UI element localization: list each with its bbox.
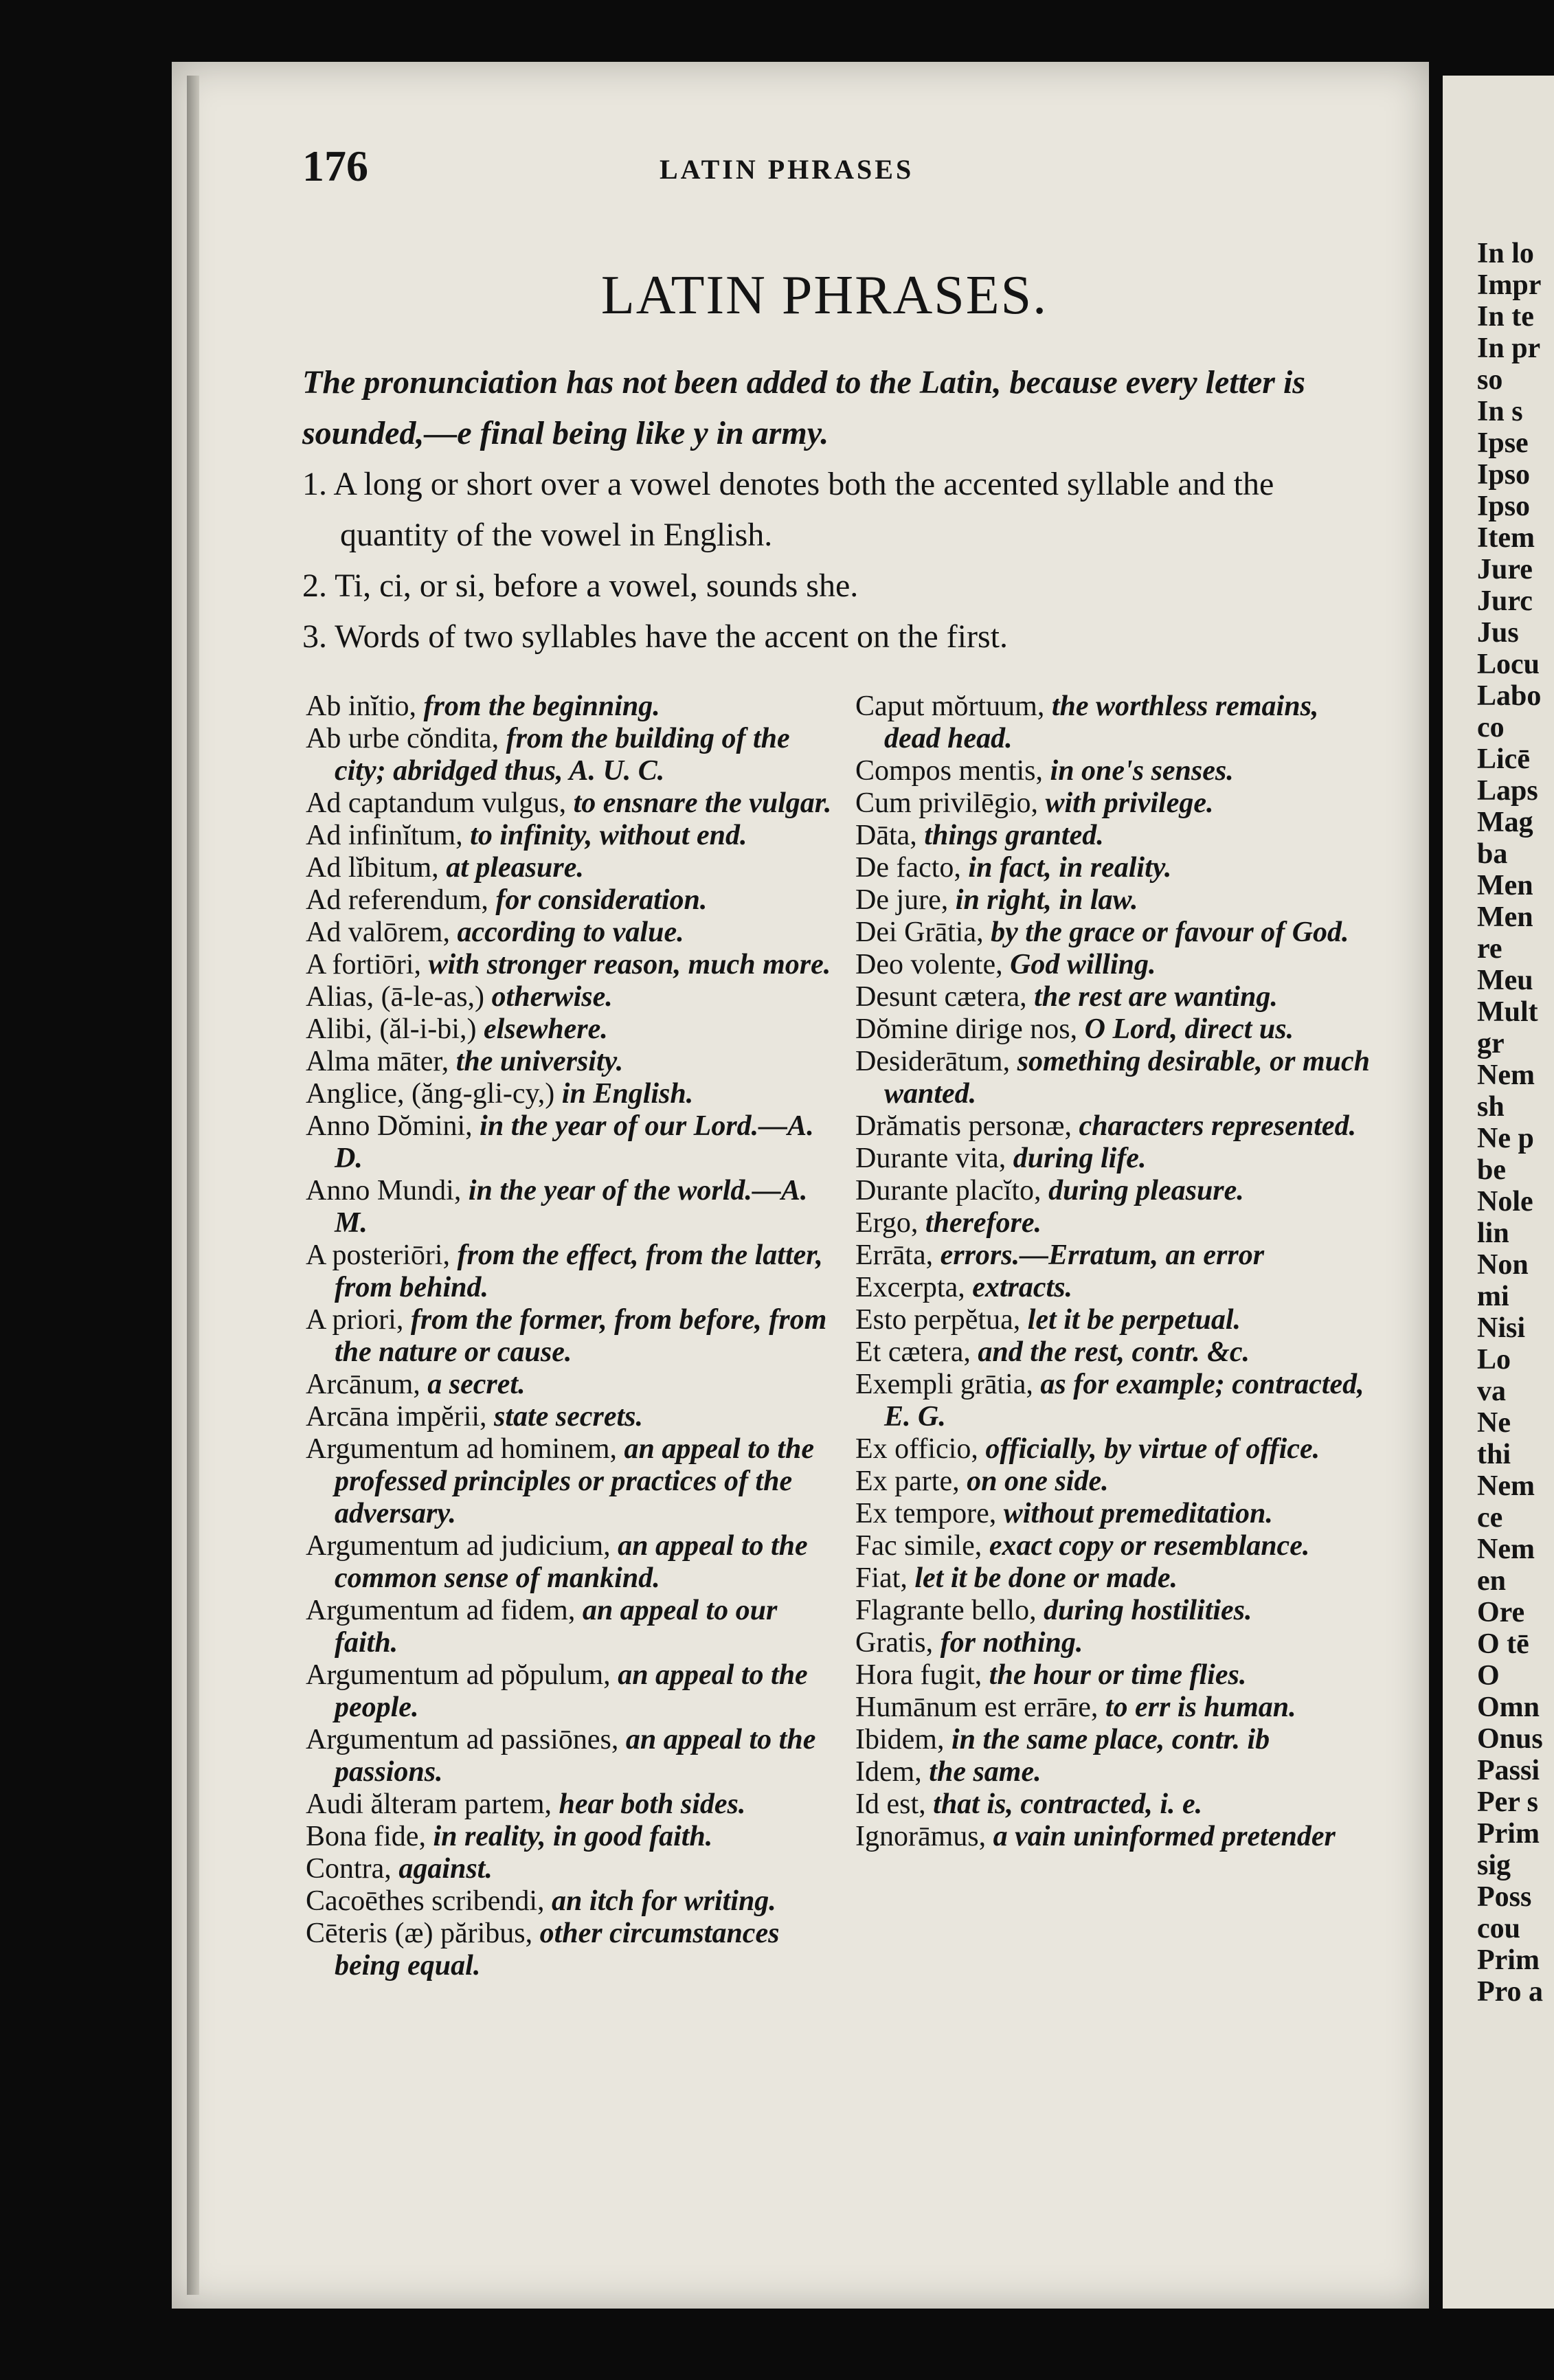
phrase-entry [306, 1595, 838, 1659]
phrase-definition: let it be done or made. [907, 1562, 1178, 1594]
phrase-term: Arcāna impĕrii, [306, 1401, 487, 1433]
phrase-definition: exact copy or resemblance. [982, 1530, 1310, 1562]
phrase-entry [855, 1110, 1377, 1143]
facing-page-fragment: Item [1477, 522, 1535, 554]
phrase-definition: from the beginning. [416, 691, 660, 722]
phrase-entry [855, 691, 1377, 755]
facing-page-fragment: Nem [1477, 1059, 1535, 1091]
rule-3: 3. Words of two syllables have the accent on the first. [302, 618, 1008, 655]
facing-page-fragment: Locu [1477, 649, 1540, 680]
phrase-entry [306, 884, 838, 917]
facing-page-fragment: Onus [1477, 1723, 1543, 1755]
phrase-definition: God willing. [1002, 949, 1156, 980]
facing-page-fragment: ba [1477, 838, 1508, 870]
facing-page-fragment: Non [1477, 1249, 1529, 1281]
phrase-term: Ad lĭbitum, [306, 852, 439, 884]
phrase-entry [855, 1336, 1377, 1369]
facing-page-fragment: Ne [1477, 1407, 1511, 1439]
phrase-term: Desunt cætera, [855, 981, 1027, 1013]
phrase-entry [306, 1530, 838, 1595]
phrase-term: Ad captandum vulgus, [306, 787, 567, 819]
facing-page-fragment: mi [1477, 1281, 1509, 1312]
facing-page-fragment: Poss [1477, 1881, 1532, 1913]
phrase-entry [306, 852, 838, 884]
facing-page-fragment: Mag [1477, 807, 1533, 838]
phrase-term: Dŏmine dirige nos, [855, 1013, 1078, 1045]
phrase-definition: extracts. [965, 1272, 1073, 1303]
phrase-entry [855, 981, 1377, 1013]
facing-page-fragment: Per s [1477, 1786, 1539, 1818]
phrase-term: Humānum est errāre, [855, 1692, 1099, 1723]
facing-page-fragment: Men [1477, 870, 1533, 901]
phrase-entry [855, 1207, 1377, 1239]
phrase-entry [306, 1659, 838, 1724]
phrase-definition: to ensnare the vulgar. [566, 787, 832, 819]
phrase-term: A posteriōri, [306, 1239, 450, 1271]
phrase-definition: an appeal to the professed principles or practices of the adversary. [335, 1433, 815, 1529]
phrase-entry [306, 1821, 838, 1853]
phrase-definition: the rest are wanting. [1026, 981, 1278, 1013]
phrase-entry [855, 787, 1377, 820]
facing-page-fragment: Passi [1477, 1755, 1540, 1786]
phrase-entry [306, 949, 838, 981]
phrase-term: Deo volente, [855, 949, 1003, 980]
facing-page-fragment: Men [1477, 901, 1533, 933]
phrase-entry [855, 1143, 1377, 1175]
page-number: 176 [302, 142, 368, 190]
phrase-term: Dei Grātia, [855, 917, 984, 948]
phrase-definition: at pleasure. [438, 852, 584, 884]
facing-page-fragment: Laps [1477, 775, 1538, 807]
phrase-definition: otherwise. [484, 981, 613, 1013]
phrase-definition: as for example; contracted, E. G. [884, 1369, 1364, 1433]
phrase-term: Ignorāmus, [855, 1821, 987, 1852]
phrase-entry [855, 1692, 1377, 1724]
phrase-term: Argumentum ad pŏpulum, [306, 1659, 611, 1691]
phrase-entry [306, 1918, 838, 1982]
facing-page-fragment: Impr [1477, 269, 1542, 301]
phrase-entry [855, 1369, 1377, 1433]
facing-page-fragment: Nole [1477, 1186, 1533, 1217]
facing-page-fragment: Pro a [1477, 1976, 1544, 2008]
phrase-definition: with privilege. [1038, 787, 1214, 819]
phrase-term: Arcānum, [306, 1369, 420, 1400]
phrase-term: Ex officio, [855, 1433, 978, 1465]
phrase-definition: in fact, in reality. [960, 852, 1172, 884]
facing-page-fragment: Jus [1477, 617, 1519, 649]
phrase-term: Cum privilēgio, [855, 787, 1038, 819]
phrase-entry [855, 852, 1377, 884]
phrase-entry [306, 1046, 838, 1078]
phrase-entry [855, 1304, 1377, 1336]
phrase-definition: the university. [449, 1046, 624, 1077]
phrase-term: Caput mŏrtuum, [855, 691, 1045, 722]
phrase-definition: in the year of our Lord.—A. D. [335, 1110, 814, 1174]
phrase-definition: without premeditation. [996, 1498, 1273, 1529]
facing-page-fragment: cou [1477, 1913, 1520, 1944]
phrase-term: Durante placĭto, [855, 1175, 1041, 1206]
phrase-entry [306, 723, 838, 787]
phrase-definition: in English. [554, 1078, 694, 1110]
phrase-column-right [855, 691, 1377, 1853]
phrase-entry [855, 1530, 1377, 1562]
running-head [302, 141, 1347, 189]
phrase-term: Id est, [855, 1788, 926, 1820]
phrase-term: Desiderātum, [855, 1046, 1011, 1077]
phrase-entry [306, 1110, 838, 1175]
facing-page-fragment: ce [1477, 1502, 1503, 1534]
phrase-entry [855, 1466, 1377, 1498]
phrase-definition: a secret. [420, 1369, 526, 1400]
phrase-definition: during hostilities. [1036, 1595, 1252, 1626]
phrase-definition: according to value. [449, 917, 684, 948]
phrase-definition: in right, in law. [948, 884, 1138, 916]
phrase-term: Anno Mundi, [306, 1175, 462, 1206]
phrase-entry [855, 884, 1377, 917]
phrase-term: Ad valōrem, [306, 917, 450, 948]
phrase-definition: an appeal to our faith. [335, 1595, 778, 1659]
phrase-entry [855, 1272, 1377, 1304]
phrase-definition: errors.—Erratum, an error [933, 1239, 1265, 1271]
phrase-definition: other circumstances being equal. [335, 1918, 780, 1982]
phrase-entry [855, 1175, 1377, 1207]
phrase-definition: an appeal to the people. [335, 1659, 808, 1723]
phrase-definition: a vain uninformed pretender [986, 1821, 1336, 1852]
phrase-term: Ergo, [855, 1207, 919, 1239]
facing-page-fragment: sh [1477, 1091, 1505, 1123]
facing-page-fragment: Prim [1477, 1818, 1540, 1850]
facing-page-fragment: Mult [1477, 996, 1538, 1028]
phrase-entry [306, 1885, 838, 1918]
intro-lead [302, 357, 1367, 459]
phrase-term: Argumentum ad fidem, [306, 1595, 576, 1626]
phrase-entry [855, 1659, 1377, 1692]
phrase-entry [855, 1627, 1377, 1659]
facing-page-fragment: In pr [1477, 333, 1541, 364]
phrase-definition: an appeal to the passions. [335, 1724, 816, 1788]
phrase-definition: characters represented. [1071, 1110, 1357, 1142]
phrase-entry [306, 1078, 838, 1110]
facing-page-fragment: Prim [1477, 1944, 1540, 1976]
phrase-definition: in the year of the world.—A. M. [335, 1175, 808, 1239]
phrase-entry [306, 1401, 838, 1433]
phrase-entry [855, 1498, 1377, 1530]
facing-page-fragment: Ore [1477, 1597, 1525, 1628]
phrase-term: Esto perpĕtua, [855, 1304, 1021, 1336]
facing-page-fragment: Licē [1477, 743, 1530, 775]
facing-page-fragment: O tē [1477, 1628, 1529, 1660]
phrase-definition: officially, by virtue of office. [978, 1433, 1320, 1465]
phrase-term: Alma māter, [306, 1046, 449, 1077]
phrase-definition: for nothing. [933, 1627, 1083, 1659]
phrase-definition: the same. [921, 1756, 1041, 1788]
running-title: LATIN PHRASES [660, 154, 914, 185]
facing-page-fragment: Ipse [1477, 427, 1529, 459]
phrase-term: Compos mentis, [855, 755, 1044, 787]
phrase-definition: elsewhere. [476, 1013, 608, 1045]
phrase-term: Ex parte, [855, 1466, 960, 1497]
phrase-term: A fortiōri, [306, 949, 421, 980]
phrase-definition: something desirable, or much wanted. [884, 1046, 1370, 1110]
phrase-definition: hear both sides. [552, 1788, 746, 1820]
phrase-definition: from the effect, from the latter, from behind. [335, 1239, 823, 1303]
phrase-entry [855, 1788, 1377, 1821]
phrase-definition: in one's senses. [1043, 755, 1234, 787]
phrase-definition: O Lord, direct us. [1077, 1013, 1294, 1045]
phrase-entry [306, 1175, 838, 1239]
phrase-entry [306, 691, 838, 723]
phrase-term: Argumentum ad judicium, [306, 1530, 611, 1562]
page-title: LATIN PHRASES. [600, 265, 1048, 326]
facing-page-fragment: Nem [1477, 1470, 1535, 1502]
phrase-term: Ex tempore, [855, 1498, 997, 1529]
phrase-entry [306, 1239, 838, 1304]
phrase-term: Dāta, [855, 820, 917, 851]
phrase-entry [855, 1821, 1377, 1853]
facing-page-fragment: O [1477, 1660, 1500, 1692]
facing-page-fragment: Nisi [1477, 1312, 1526, 1344]
phrase-entry [306, 1013, 838, 1046]
facing-page-fragment: be [1477, 1154, 1506, 1186]
phrase-entry [306, 917, 838, 949]
phrase-term: Contra, [306, 1853, 392, 1885]
phrase-term: Fiat, [855, 1562, 908, 1594]
phrase-entry [855, 1724, 1377, 1756]
facing-page-fragment: so [1477, 364, 1503, 396]
phrase-definition: with stronger reason, much more. [420, 949, 831, 980]
phrase-entry [855, 820, 1377, 852]
phrase-entry [855, 1562, 1377, 1595]
phrase-definition: to err is human. [1098, 1692, 1296, 1723]
facing-page-fragment: Omn [1477, 1692, 1540, 1723]
phrase-definition: from the building of the city; abridged thus, A. U. C. [335, 723, 790, 787]
phrase-definition: things granted. [916, 820, 1104, 851]
phrase-term: Idem, [855, 1756, 922, 1788]
phrase-term: Durante vita, [855, 1143, 1006, 1174]
phrase-term: Audi ălteram partem, [306, 1788, 552, 1820]
facing-page-fragment: thi [1477, 1439, 1511, 1470]
facing-page-fragment: gr [1477, 1028, 1505, 1059]
phrase-definition: an appeal to the common sense of mankind. [335, 1530, 808, 1594]
phrase-definition: an itch for writing. [544, 1885, 776, 1917]
facing-page-fragment: co [1477, 712, 1505, 743]
phrase-term: Ad infinĭtum, [306, 820, 463, 851]
phrase-term: Excerpta, [855, 1272, 965, 1303]
phrase-definition: for consideration. [488, 884, 708, 916]
rule-2: 2. Ti, ci, or si, before a vowel, sounds she. [302, 568, 859, 604]
phrase-entry [855, 1046, 1377, 1110]
phrase-term: Cēteris (æ) păribus, [306, 1918, 533, 1949]
phrase-definition: against. [391, 1853, 493, 1885]
phrase-term: Fac simile, [855, 1530, 982, 1562]
phrase-term: Argumentum ad passiōnes, [306, 1724, 619, 1755]
phrase-term: Et cætera, [855, 1336, 971, 1368]
phrase-term: Ad referendum, [306, 884, 488, 916]
phrase-definition: and the rest, contr. &c. [970, 1336, 1250, 1368]
phrase-entry [306, 1369, 838, 1401]
phrase-definition: state secrets. [486, 1401, 643, 1433]
phrase-entry [306, 787, 838, 820]
phrase-definition: during life. [1006, 1143, 1147, 1174]
phrase-entry [855, 1595, 1377, 1627]
phrase-term: Alias, (ā-le-as,) [306, 981, 485, 1013]
facing-page-fragment: Jurc [1477, 585, 1533, 617]
phrase-definition: therefore. [918, 1207, 1042, 1239]
phrase-term: Flagrante bello, [855, 1595, 1037, 1626]
phrase-term: Bona fide, [306, 1821, 426, 1852]
phrase-entry [855, 1756, 1377, 1788]
phrase-term: Gratis, [855, 1627, 934, 1659]
phrase-term: Ibidem, [855, 1724, 945, 1755]
phrase-entry [855, 1433, 1377, 1466]
phrase-entry [855, 1013, 1377, 1046]
facing-page-fragment: Ipso [1477, 491, 1531, 522]
phrase-term: Hora fugit, [855, 1659, 982, 1691]
phrase-term: A priori, [306, 1304, 404, 1336]
facing-page-fragment: Labo [1477, 680, 1542, 712]
phrase-definition: in the same place, contr. ib [944, 1724, 1270, 1755]
phrase-entry [306, 820, 838, 852]
intro-lead-text: The pronunciation has not been added to the Latin, because every letter is sounded,—e final being like y in army. [302, 364, 1305, 451]
facing-page-fragment: va [1477, 1376, 1506, 1407]
phrase-definition: the hour or time flies. [982, 1659, 1247, 1691]
phrase-term: Cacoēthes scribendi, [306, 1885, 545, 1917]
facing-page-fragment: Ne p [1477, 1123, 1534, 1154]
phrase-entry [855, 917, 1377, 949]
facing-page-fragment: Jure [1477, 554, 1533, 585]
phrase-entry [855, 755, 1377, 787]
facing-page-fragment: In te [1477, 301, 1534, 333]
facing-page-fragment: en [1477, 1565, 1506, 1597]
phrase-entry [855, 1239, 1377, 1272]
phrase-entry [306, 1433, 838, 1530]
phrase-entry [306, 1853, 838, 1885]
phrase-entry [855, 949, 1377, 981]
facing-page-fragment: sig [1477, 1850, 1511, 1881]
phrase-term: Argumentum ad hominem, [306, 1433, 617, 1465]
phrase-term: Errāta, [855, 1239, 934, 1271]
facing-page-fragment: Ipso [1477, 459, 1531, 491]
phrase-definition: from the former, from before, from the nature or cause. [335, 1304, 827, 1368]
facing-page-fragment: lin [1477, 1217, 1509, 1249]
facing-page-fragment: re [1477, 933, 1502, 965]
rule-1: 1. A long or short over a vowel denotes both the accented syllable and the quantity of the vowel in English. [302, 466, 1274, 553]
phrase-term: De jure, [855, 884, 949, 916]
facing-page-fragment: Nem [1477, 1534, 1535, 1565]
phrase-term: Exempli grātia, [855, 1369, 1033, 1400]
pronunciation-notes [302, 357, 1367, 662]
phrase-term: Ab urbe cŏndita, [306, 723, 499, 754]
phrase-entry [306, 1304, 838, 1369]
phrase-definition: the worthless remains, dead head. [884, 691, 1319, 754]
phrase-definition: during pleasure. [1041, 1175, 1244, 1206]
phrase-definition: by the grace or favour of God. [983, 917, 1349, 948]
phrase-entry [306, 1724, 838, 1788]
phrase-definition: let it be perpetual. [1020, 1304, 1241, 1336]
facing-page-fragment: In s [1477, 396, 1523, 427]
phrase-term: Ab inĭtio, [306, 691, 417, 722]
facing-page-fragment: Meu [1477, 965, 1533, 996]
phrase-definition: in reality, in good faith. [425, 1821, 713, 1852]
phrase-term: Anglice, (ăng-gli-cy,) [306, 1078, 555, 1110]
phrase-column-left [306, 691, 838, 1982]
phrase-entry [306, 981, 838, 1013]
phrase-term: Alibi, (ăl-i-bi,) [306, 1013, 477, 1045]
facing-page-fragment: In lo [1477, 238, 1534, 269]
phrase-term: De facto, [855, 852, 961, 884]
phrase-definition: on one side. [959, 1466, 1109, 1497]
phrase-definition: to infinity, without end. [462, 820, 747, 851]
phrase-term: Anno Dŏmini, [306, 1110, 473, 1142]
facing-page-fragment: Lo [1477, 1344, 1511, 1376]
phrase-definition: that is, contracted, i. e. [925, 1788, 1203, 1820]
phrase-entry [306, 1788, 838, 1821]
phrase-term: Drămatis personæ, [855, 1110, 1072, 1142]
